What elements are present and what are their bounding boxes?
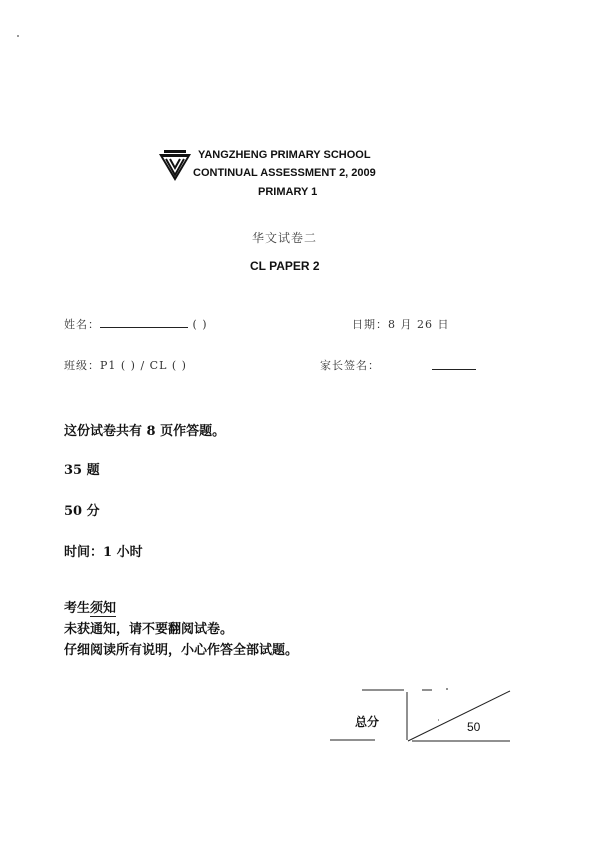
total-score-max: 50 xyxy=(467,720,481,734)
instruction-line-2: 仔细阅读所有说明，小心作答全部试题。 xyxy=(64,643,299,658)
assessment-title: CONTINUAL ASSESSMENT 2, 2009 xyxy=(193,167,376,179)
date-field: 日期：8 月 26 日 xyxy=(352,318,450,331)
subject-title: 华文试卷二 xyxy=(252,231,318,245)
parent-signature-blank xyxy=(432,369,476,370)
total-score-label: 总分 xyxy=(355,715,380,729)
index-number-blank: ( ) xyxy=(192,318,208,331)
parent-signature-label: 家长签名： xyxy=(320,359,380,372)
page-count-text: 这份试卷共有 8 页作答题。 xyxy=(64,424,226,439)
notice-title-prefix: 考生 xyxy=(64,601,91,616)
paper-title: CL PAPER 2 xyxy=(250,259,320,273)
time-limit-text: 时间：1 小时 xyxy=(64,545,143,560)
school-name: YANGZHENG PRIMARY SCHOOL xyxy=(198,149,371,161)
question-count-text: 35 题 xyxy=(64,463,100,478)
name-field xyxy=(64,316,208,332)
notice-title xyxy=(64,597,116,616)
notice-title-underlined: 须知 xyxy=(90,601,117,616)
total-marks-text: 50 分 xyxy=(64,504,100,519)
name-label: 姓名： xyxy=(64,318,100,331)
scan-speck xyxy=(17,35,19,37)
level-label: PRIMARY 1 xyxy=(258,186,318,198)
total-score-box xyxy=(320,680,520,750)
school-crest-icon xyxy=(158,150,192,184)
name-blank xyxy=(100,317,188,328)
class-field: 班级：P1 ( ) / CL ( ) xyxy=(64,359,187,372)
instruction-line-1: 未获通知，请不要翻阅试卷。 xyxy=(64,622,234,637)
